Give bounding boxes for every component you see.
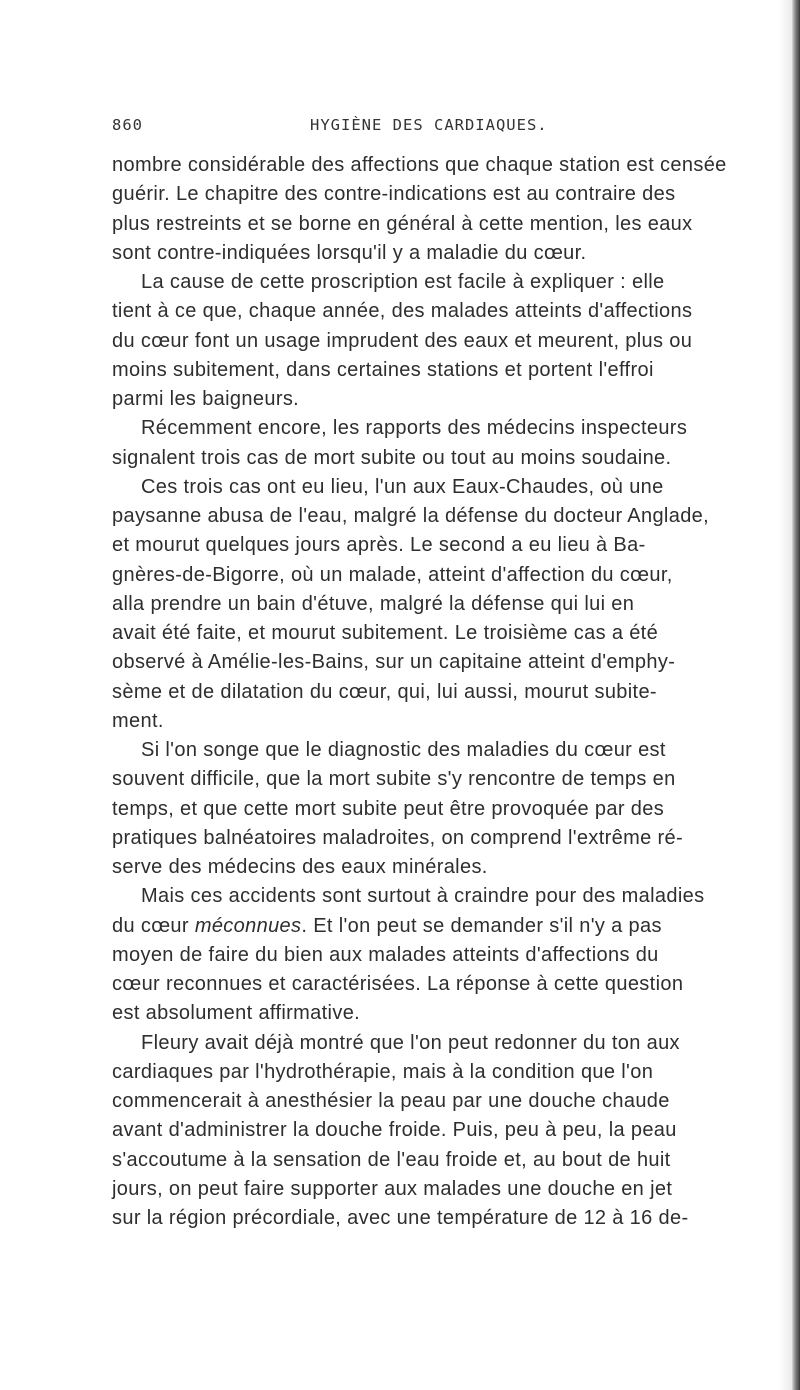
running-title: HYGIÈNE DES CARDIAQUES.: [310, 116, 548, 134]
text-line: guérir. Le chapitre des contre-indications est au contraire des: [112, 183, 676, 206]
text-line: cardiaques par l'hydrothérapie, mais à la condition que l'on: [112, 1060, 654, 1083]
text-line: sème et de dilatation du cœur, qui, lui aussi, mourut subite-: [112, 680, 657, 703]
text-line: commencerait à anesthésier la peau par une douche chaude: [112, 1090, 670, 1112]
text-line: Ces trois cas ont eu lieu, l'un aux Eaux-Chaudes, où une: [141, 475, 664, 498]
binding-edge: [792, 0, 800, 1390]
text-segment: du cœur: [112, 914, 195, 937]
text-line: Fleury avait déjà montré que l'on peut redonner du ton aux: [141, 1031, 680, 1054]
text-line: s'accoutume à la sensation de l'eau froide et, au bout de huit: [112, 1148, 671, 1171]
text-line: moyen de faire du bien aux malades atteints d'affections du: [112, 943, 659, 966]
text-line: Si l'on songe que le diagnostic des maladies du cœur est: [141, 739, 666, 761]
text-line: alla prendre un bain d'étuve, malgré la défense qui lui en: [112, 592, 635, 615]
italic-emphasis: méconnues: [194, 914, 302, 937]
page-number: 860: [112, 116, 143, 134]
text-line: et mourut quelques jours après. Le second a eu lieu à Ba-: [112, 534, 646, 557]
text-line: Mais ces accidents sont surtout à craindre pour des maladies: [141, 885, 705, 908]
text-line: temps, et que cette mort subite peut être provoquée par des: [112, 797, 665, 820]
text-line: paysanne abusa de l'eau, malgré la défense du docteur Anglade,: [112, 505, 710, 527]
text-line: cœur reconnues et caractérisées. La réponse à cette question: [112, 973, 684, 995]
text-line: sont contre-indiquées lorsqu'il y a maladie du cœur.: [112, 241, 587, 264]
text-line: pratiques balnéatoires maladroites, on comprend l'extrême ré-: [112, 826, 683, 849]
text-segment: . Et l'on peut se demander s'il n'y a pas: [301, 914, 662, 937]
text-line: signalent trois cas de mort subite ou tout au moins soudaine.: [112, 446, 672, 469]
text-line: du cœur font un usage imprudent des eaux et meurent, plus ou: [112, 329, 693, 352]
text-line-mixed: [112, 912, 772, 941]
text-line: tient à ce que, chaque année, des malades atteints d'affections: [112, 300, 693, 323]
body-text: [112, 151, 772, 1233]
text-line: est absolument affirmative.: [112, 1002, 361, 1025]
binding-shadow: [778, 0, 792, 1390]
text-line: Récemment encore, les rapports des médecins inspecteurs: [141, 417, 688, 440]
text-line: moins subitement, dans certaines stations et portent l'effroi: [112, 358, 654, 381]
text-line: sur la région précordiale, avec une température de 12 à 16 de-: [112, 1207, 689, 1229]
text-line: La cause de cette proscription est facile à expliquer : elle: [141, 271, 665, 293]
text-line: jours, on peut faire supporter aux malades une douche en jet: [112, 1177, 673, 1200]
text-line: parmi les baigneurs.: [112, 388, 300, 410]
text-line: ment.: [112, 709, 164, 732]
text-line: observé à Amélie-les-Bains, sur un capitaine atteint d'emphy-: [112, 651, 676, 674]
text-line: plus restreints et se borne en général à cette mention, les eaux: [112, 212, 693, 235]
text-line: avant d'administrer la douche froide. Puis, peu à peu, la peau: [112, 1119, 677, 1142]
text-line: serve des médecins des eaux minérales.: [112, 856, 488, 878]
text-line: nombre considérable des affections que chaque station est censée: [112, 154, 727, 176]
text-line: avait été faite, et mourut subitement. Le troisième cas a été: [112, 622, 659, 644]
running-head: [112, 116, 772, 140]
text-line: gnères-de-Bigorre, où un malade, atteint d'affection du cœur,: [112, 563, 673, 586]
text-line: souvent difficile, que la mort subite s'y rencontre de temps en: [112, 768, 676, 791]
